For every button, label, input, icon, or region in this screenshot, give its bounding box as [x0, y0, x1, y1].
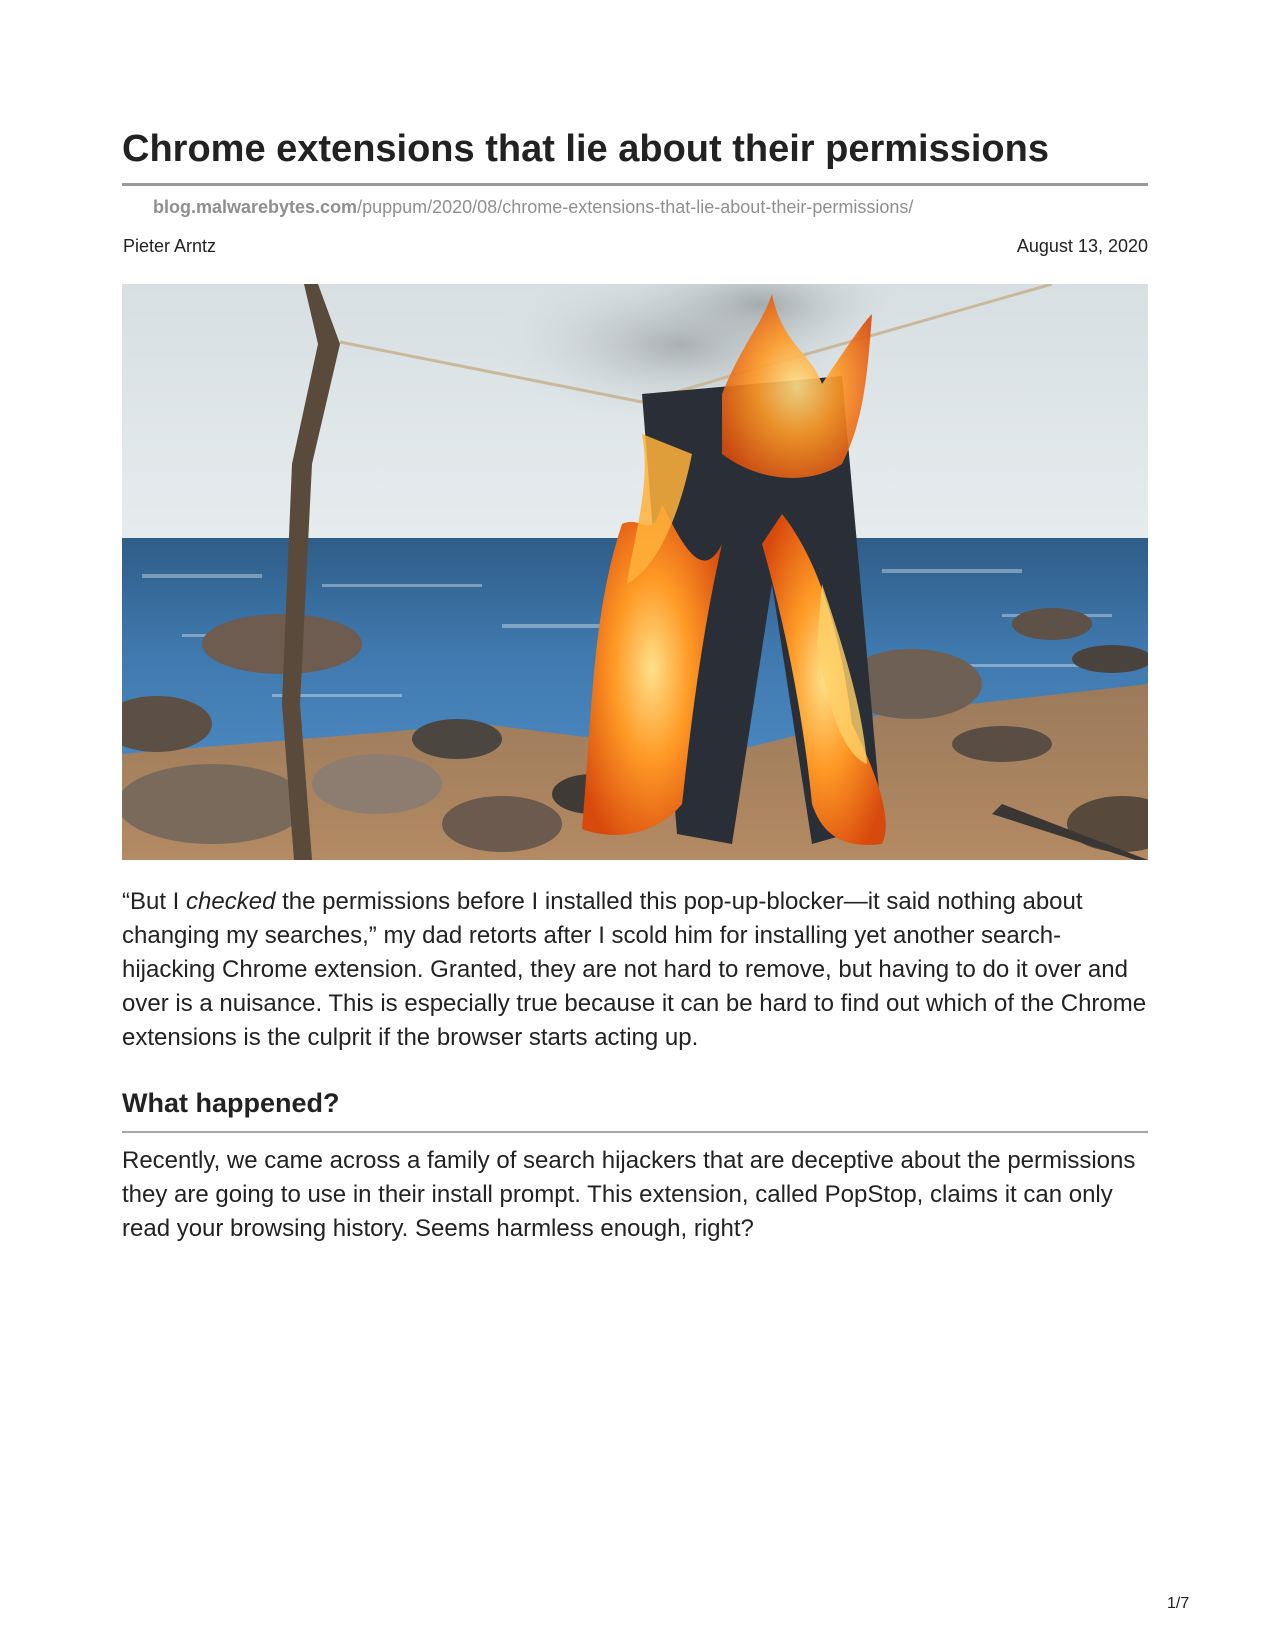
hero-illustration: [122, 284, 1148, 860]
article-title: Chrome extensions that lie about their permissions: [122, 128, 1049, 170]
intro-emphasis: checked: [186, 888, 276, 915]
article-author: Pieter Arntz: [123, 236, 217, 256]
source-url[interactable]: [153, 196, 913, 218]
article-date: August 13, 2020: [1016, 236, 1148, 256]
intro-text-rest: the permissions before I installed this pop-up-blocker—it said nothing about changing my searches,” my dad retorts after I scold him for installing yet another search-hijacking Chrome extension. Granted, they are not hard to remove, but having to do it over and over is a nuisance. This is especially true because it can be hard to find out which of the Chrome extensions is the culprit if the browser starts acting up.: [122, 888, 1147, 1051]
section-divider: [122, 1131, 1148, 1133]
section-heading: What happened?: [122, 1088, 340, 1118]
source-path: /puppum/2020/08/chrome-extensions-that-lie-about-their-permissions/: [357, 197, 914, 217]
section-paragraph: Recently, we came across a family of search hijackers that are deceptive about the permissions they are going to use in their install prompt. This extension, called PopStop, claims it can only read your browsing history. Seems harmless enough, right?: [122, 1147, 1136, 1242]
page-number: 1/7: [1167, 1595, 1190, 1612]
intro-text-start: “But I: [122, 888, 187, 915]
intro-paragraph: [122, 885, 1148, 1055]
title-divider: [122, 183, 1148, 186]
source-domain: blog.malwarebytes.com: [153, 197, 358, 217]
hero-image-burning-jeans: [122, 284, 1148, 860]
